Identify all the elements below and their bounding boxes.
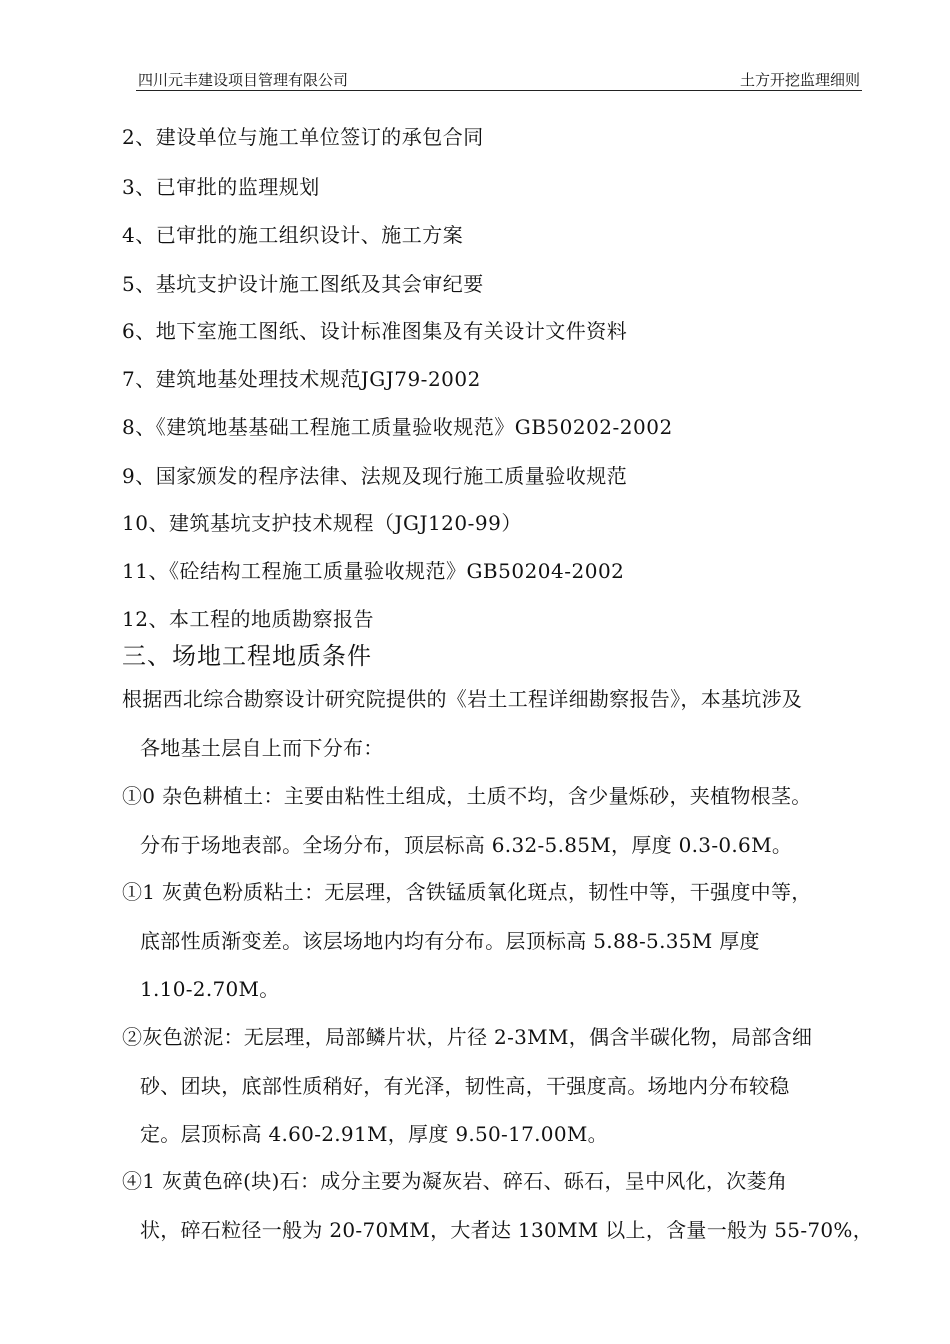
- layer-line: ④1 灰黄色碎(块)石：成分主要为凝灰岩、碎石、砾石，呈中风化，次菱角: [122, 1169, 788, 1193]
- layer-paragraph: [122, 1013, 862, 1159]
- reference-item: 4、已审批的施工组织设计、施工方案: [122, 223, 464, 247]
- layer-paragraph: [122, 1157, 874, 1254]
- reference-item: 2、建设单位与施工单位签订的承包合同: [122, 125, 484, 149]
- layer-line: ①1 灰黄色粉质粘土：无层理，含铁锰质氧化斑点，韧性中等，干强度中等，: [122, 880, 812, 904]
- layer-line: ①0 杂色耕植土：主要由粘性土组成，土质不均，含少量烁砂，夹植物根茎。: [122, 784, 812, 808]
- reference-item: 12、本工程的地质勘察报告: [122, 607, 374, 631]
- layer-line: 砂、团块，底部性质稍好，有光泽，韧性高，干强度高。场地内分布较稳: [140, 1073, 790, 1098]
- page-header: [136, 64, 862, 91]
- intro-line: 各地基土层自上而下分布：: [140, 735, 384, 760]
- reference-item: 10、建筑基坑支护技术规程（JGJ120-99）: [122, 511, 522, 535]
- layer-line: 分布于场地表部。全场分布，顶层标高 6.32-5.85M，厚度 0.3-0.6M。: [140, 832, 793, 857]
- header-company: 四川元丰建设项目管理有限公司: [138, 71, 349, 89]
- reference-item: 3、已审批的监理规划: [122, 175, 320, 199]
- layer-line: 状，碎石粒径一般为 20-70MM，大者达 130MM 以上，含量一般为 55-70%，: [140, 1217, 874, 1242]
- reference-item: 6、地下室施工图纸、设计标准图集及有关设计文件资料: [122, 319, 628, 343]
- layer-line: 定。层顶标高 4.60-2.91M，厚度 9.50-17.00M。: [140, 1122, 608, 1146]
- reference-item: 11、《砼结构工程施工质量验收规范》GB50204-2002: [122, 559, 625, 583]
- layer-paragraph: [122, 772, 862, 869]
- layer-line: ②灰色淤泥：无层理，局部鳞片状，片径 2-3MM，偶含半碳化物，局部含细: [122, 1025, 813, 1049]
- header-doc-title: 土方开挖监理细则: [739, 71, 860, 89]
- layer-line: 1.10-2.70M。: [140, 977, 280, 1001]
- section-title: 三、场地工程地质条件: [122, 642, 372, 670]
- intro-paragraph: [122, 675, 862, 772]
- intro-line: 根据西北综合勘察设计研究院提供的《岩土工程详细勘察报告》，本基坑涉及: [122, 687, 803, 711]
- layer-line: 底部性质渐变差。该层场地内均有分布。层顶标高 5.88-5.35M 厚度: [140, 928, 760, 953]
- reference-item: 9、国家颁发的程序法律、法规及现行施工质量验收规范: [122, 464, 628, 488]
- layer-paragraph: [122, 868, 862, 1014]
- reference-item: 7、建筑地基处理技术规范JGJ79-2002: [122, 367, 481, 391]
- reference-item: 5、基坑支护设计施工图纸及其会审纪要: [122, 272, 484, 296]
- reference-item: 8、《建筑地基基础工程施工质量验收规范》GB50202-2002: [122, 415, 673, 439]
